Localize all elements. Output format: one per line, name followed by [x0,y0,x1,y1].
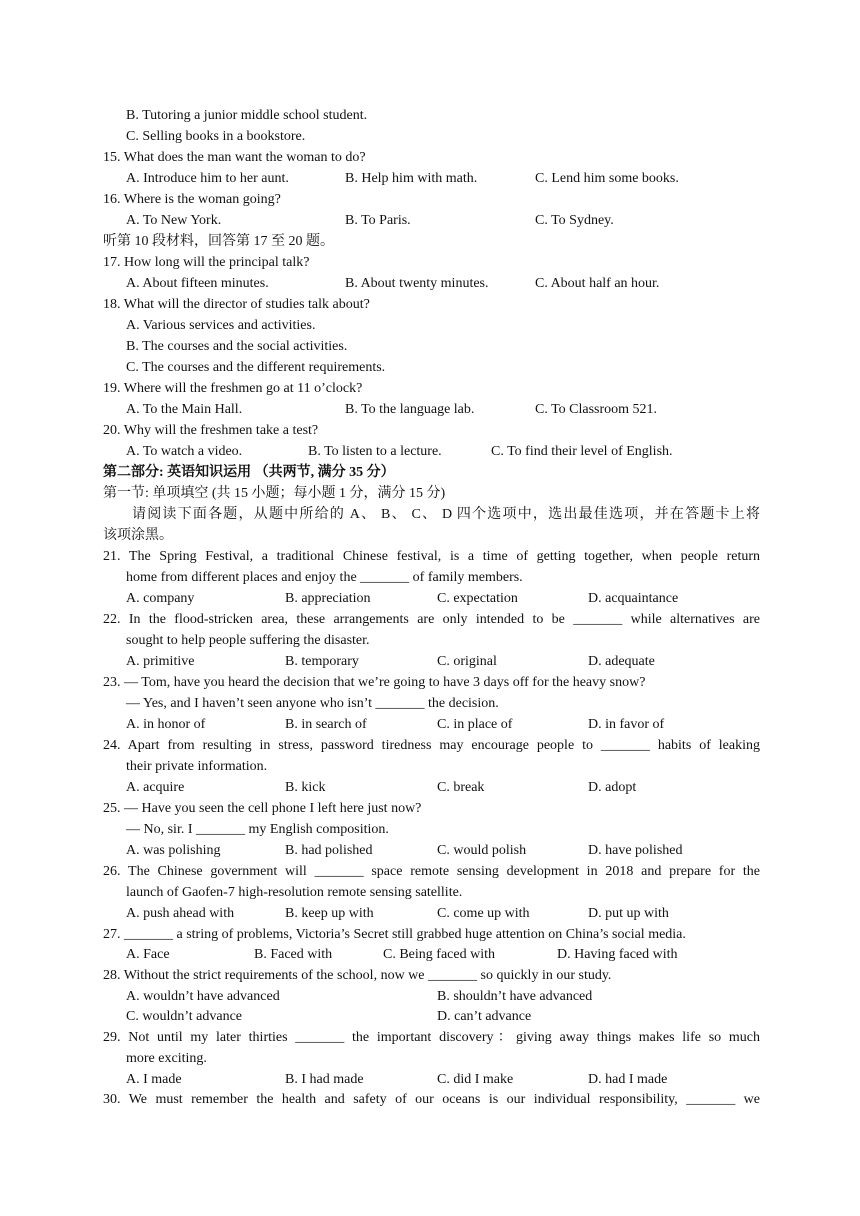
question-stem: 21. The Spring Festival, a traditional Chinese festival, is a time of getting together, when people return [103,549,760,564]
option-c: C. Being faced with [383,947,495,962]
option-a: A. in honor of [126,717,206,732]
section-heading: 第一节: 单项填空 (共 15 小题；每小题 1 分，满分 15 分) [103,486,446,501]
option-b: B. To Paris. [345,213,411,228]
option-c: C. To Classroom 521. [535,402,658,417]
option-a: A. was polishing [126,843,221,858]
option-c: C. did I make [437,1072,514,1087]
option-c: C. come up with [437,906,530,921]
option-d: D. Having faced with [557,947,678,962]
question-stem: 22. In the flood-stricken area, these arrangements are only intended to be _______ while alternatives are [103,612,760,627]
question-stem: 27. _______ a string of problems, Victoria’s Secret still grabbed huge attention on China’s social media. [103,927,686,942]
question-stem: 30. We must remember the health and safety of our oceans is our individual responsibility, _______ we [103,1092,760,1107]
question-stem: 28. Without the strict requirements of the school, now we _______ so quickly in our study. [103,968,612,983]
option-d: D. adequate [588,654,655,669]
option-d: D. in favor of [588,717,665,732]
question-stem-cont: — Yes, and I haven’t seen anyone who isn’t _______ the decision. [126,696,499,711]
question-stem: 25. — Have you seen the cell phone I left here just now? [103,801,422,816]
part-heading: 第二部分: 英语知识运用 （共两节, 满分 35 分） [103,465,395,480]
option-a: A. company [126,591,195,606]
option-c: C. wouldn’t advance [126,1009,242,1024]
option-a: A. primitive [126,654,195,669]
section-instruction: 听第 10 段材料，回答第 17 至 20 题。 [103,234,334,249]
question-stem: 16. Where is the woman going? [103,192,281,207]
option-b: B. in search of [285,717,367,732]
option-b: B. had polished [285,843,373,858]
question-stem-cont: their private information. [126,759,268,774]
question-stem: 15. What does the man want the woman to do? [103,150,366,165]
option-a: A. To watch a video. [126,444,243,459]
option-b: B. The courses and the social activities. [126,339,348,354]
option-d: D. adopt [588,780,637,795]
question-stem-cont: sought to help people suffering the disaster. [126,633,370,648]
option-c: C. The courses and the different requirements. [126,360,386,375]
option-b: B. Faced with [254,947,333,962]
option-d: D. have polished [588,843,683,858]
option-a: A. To New York. [126,213,222,228]
option-c: C. would polish [437,843,527,858]
option-a: A. To the Main Hall. [126,402,243,417]
instruction-text: 请阅读下面各题，从题中所给的 A、 B、 C、 D 四个选项中，选出最佳选项，并在答题卡上将 [132,507,760,522]
option-d: D. can’t advance [437,1009,532,1024]
question-stem: 24. Apart from resulting in stress, password tiredness may encourage people to _______ habits of leaking [103,738,760,753]
question-stem-cont: — No, sir. I _______ my English composition. [126,822,389,837]
option-a: A. acquire [126,780,185,795]
option-text: B. Tutoring a junior middle school student. [126,108,368,123]
question-stem: 18. What will the director of studies talk about? [103,297,370,312]
option-a: A. Introduce him to her aunt. [126,171,289,186]
option-c: C. original [437,654,497,669]
option-b: B. I had made [285,1072,364,1087]
option-b: B. temporary [285,654,359,669]
instruction-text: 该项涂黑。 [103,528,173,543]
option-c: C. in place of [437,717,513,732]
option-c: C. expectation [437,591,518,606]
question-stem-cont: home from different places and enjoy the _______ of family members. [126,570,523,585]
option-b: B. About twenty minutes. [345,276,489,291]
option-b: B. To listen to a lecture. [308,444,442,459]
question-stem: 20. Why will the freshmen take a test? [103,423,319,438]
option-d: D. had I made [588,1072,668,1087]
option-a: A. I made [126,1072,182,1087]
option-c: C. break [437,780,485,795]
option-b: B. Help him with math. [345,171,478,186]
option-a: A. push ahead with [126,906,235,921]
option-a: A. Various services and activities. [126,318,316,333]
question-stem: 26. The Chinese government will _______ space remote sensing development in 2018 and prepare for the [103,864,760,879]
option-a: A. About fifteen minutes. [126,276,269,291]
question-stem: 29. Not until my later thirties _______ the important discovery：giving away things makes life so much [103,1030,760,1045]
option-b: B. To the language lab. [345,402,475,417]
option-a: A. Face [126,947,170,962]
option-c: C. To find their level of English. [491,444,673,459]
option-b: B. kick [285,780,326,795]
option-d: D. put up with [588,906,669,921]
option-c: C. Lend him some books. [535,171,679,186]
option-b: B. appreciation [285,591,371,606]
question-stem-cont: more exciting. [126,1051,207,1066]
question-stem: 19. Where will the freshmen go at 11 o’clock? [103,381,363,396]
question-stem-cont: launch of Gaofen-7 high-resolution remote sensing satellite. [126,885,463,900]
option-text: C. Selling books in a bookstore. [126,129,306,144]
question-stem: 17. How long will the principal talk? [103,255,310,270]
option-c: C. To Sydney. [535,213,614,228]
option-b: B. shouldn’t have advanced [437,989,593,1004]
question-stem: 23. — Tom, have you heard the decision that we’re going to have 3 days off for the heavy snow? [103,675,646,690]
option-c: C. About half an hour. [535,276,660,291]
option-d: D. acquaintance [588,591,679,606]
option-b: B. keep up with [285,906,374,921]
option-a: A. wouldn’t have advanced [126,989,280,1004]
